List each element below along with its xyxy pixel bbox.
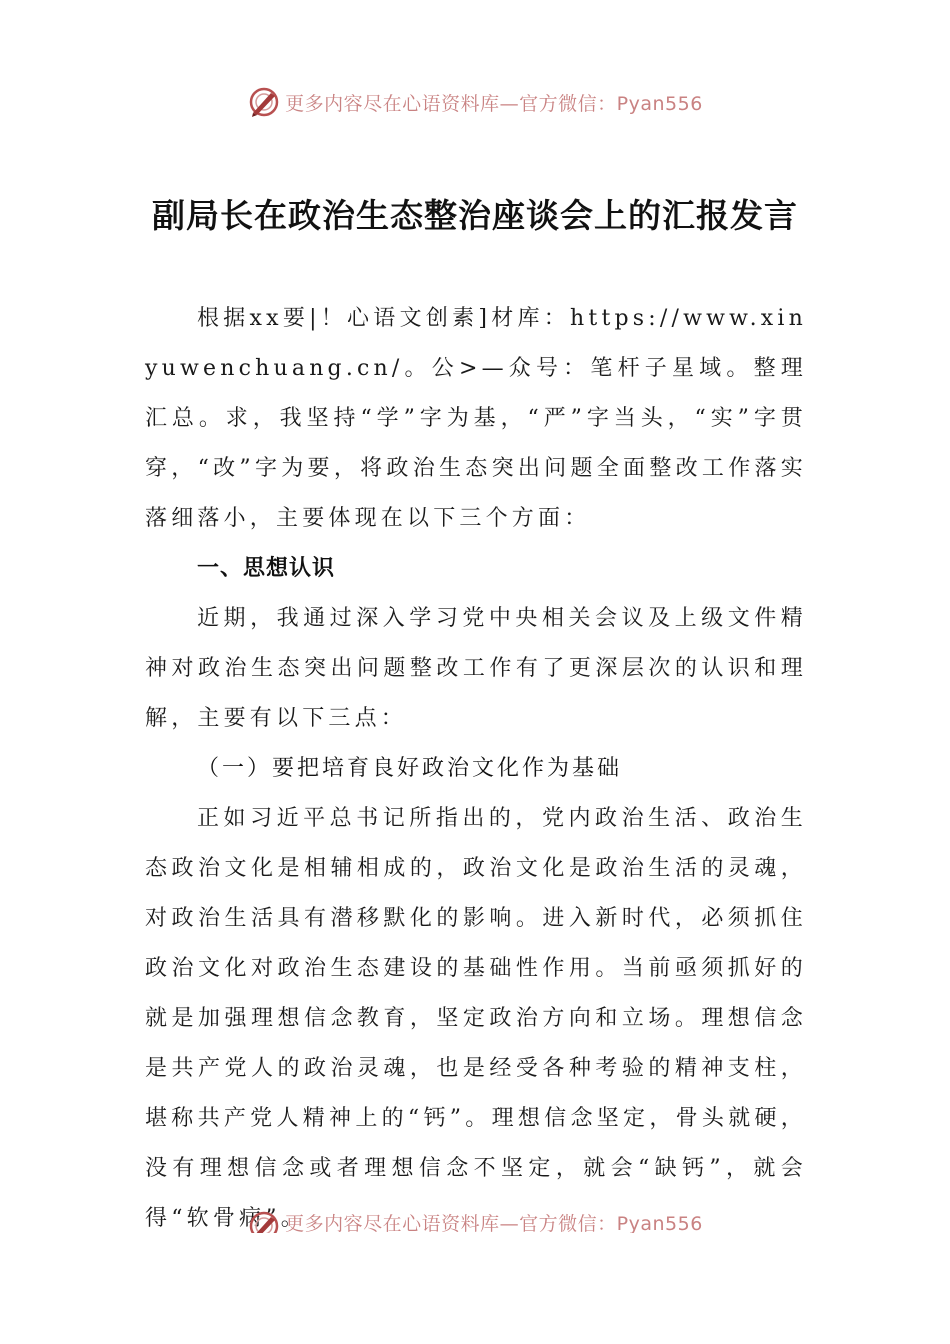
section-heading-1: 一、思想认识: [197, 556, 336, 581]
footer-wechat-id: Pyan556: [616, 1213, 703, 1233]
header-wechat-id: Pyan556: [616, 92, 703, 115]
section-1-paragraph: 近期，我通过深入学习党中央相关会议及上级文件精神对政治生态突出问题整改工作有了更深层次的认识和理解，主要有以下三点：: [145, 606, 807, 731]
subsection-1-paragraph: 正如习近平总书记所指出的，党内政治生活、政治生态政治文化是相辅相成的，政治文化是政治生活的灵魂，对政治生活具有潜移默化的影响。进入新时代，必须抓住政治文化对政治生态建设的基础性作用。当前亟须抓好的就是加强理想信念教育，坚定政治方向和立场。理想信念是共产党人的政治灵魂，也是经受各种考验的精神支柱，堪称共产党人精神上的“钙”。理想信念坚定，骨头就硬，没有理想信念或者理想信念不坚定，就会“缺钙”，就会得“软骨病”。: [145, 806, 807, 1231]
pen-circle-logo-icon: [247, 85, 281, 119]
footer-banner-text: 更多内容尽在心语资料库—官方微信：Pyan556: [285, 1213, 703, 1233]
footer-pen-circle-logo-icon: [247, 1209, 281, 1233]
subsection-heading-1: （一）要把培育良好政治文化作为基础: [197, 756, 623, 781]
footer-watermark-banner: [0, 1204, 950, 1244]
document-title: 副局长在政治生态整治座谈会上的汇报发言: [152, 196, 798, 235]
header-watermark-banner: [0, 82, 950, 122]
intro-paragraph: 根据xx要|！心语文创素]材库：https://www.xinyuwenchuang.cn/。公>—众号：笔杆子星域。整理汇总。求，我坚持“学”字为基，“严”字当头，“实”字贯穿，“改”字为要，将政治生态突出问题全面整改工作落实落细落小，主要体现在以下三个方面：: [145, 306, 807, 531]
header-banner-text: 更多内容尽在心语资料库—官方微信：Pyan556: [285, 92, 703, 115]
